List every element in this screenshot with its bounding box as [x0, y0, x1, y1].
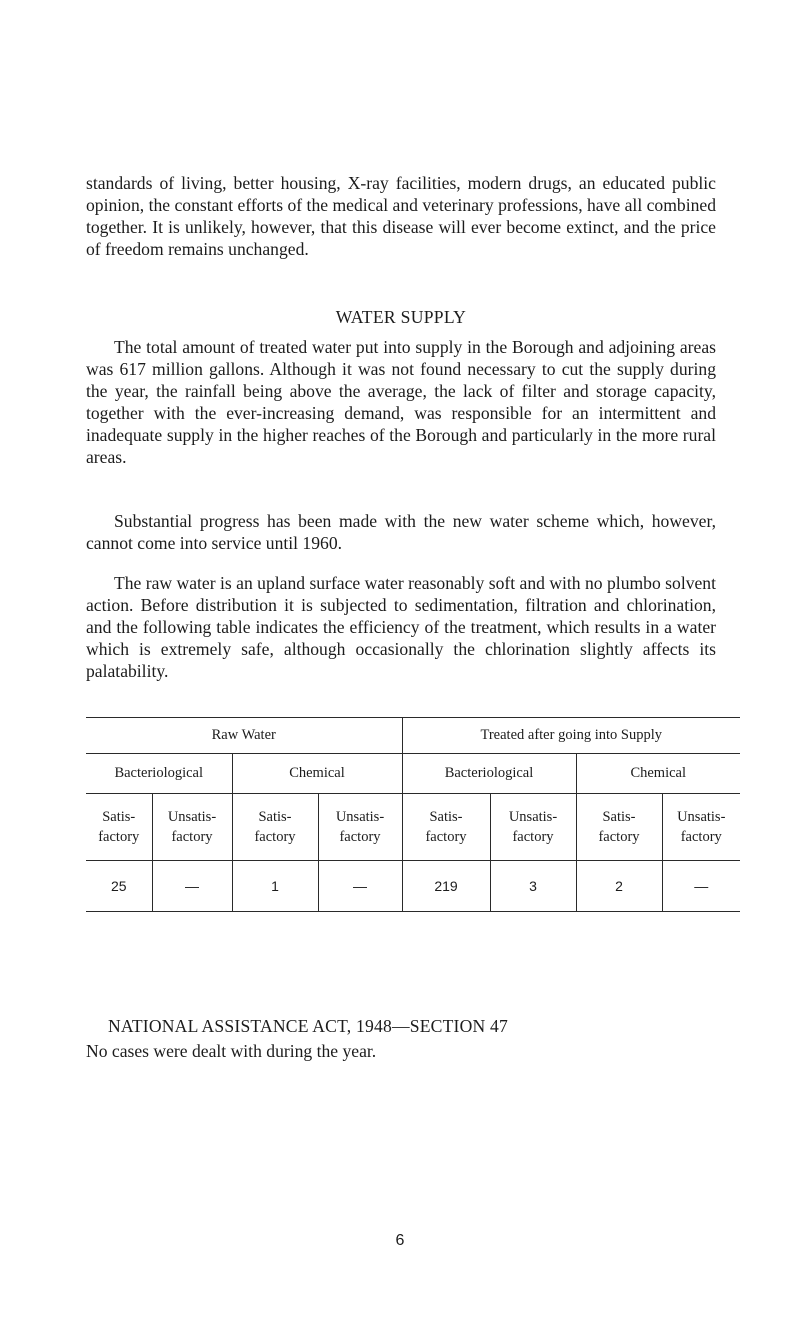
- value-treated-chem-satisfactory: 2: [576, 861, 662, 912]
- water-quality-table: [86, 718, 740, 912]
- header-satisfactory: Satis- factory: [402, 794, 490, 861]
- header-treated-water: Treated after going into Supply: [402, 718, 740, 754]
- header-treated-bacteriological: Bacteriological: [402, 754, 576, 794]
- header-raw-chemical: Chemical: [232, 754, 402, 794]
- header-unsatisfactory: Unsatis- factory: [490, 794, 576, 861]
- header-unsatisfactory: Unsatis- factory: [318, 794, 402, 861]
- header-satisfactory: Satis- factory: [576, 794, 662, 861]
- value-treated-chem-unsatisfactory: —: [662, 861, 740, 912]
- value-raw-bact-unsatisfactory: —: [152, 861, 232, 912]
- header-unsatisfactory: Unsatis- factory: [152, 794, 232, 861]
- paragraph-water-amount: The total amount of treated water put into supply in the Borough and adjoining areas was 617 million gallons. Although it was not found necessary to cut the supply during the year, the rainfall being above the average, the lack of filter and storage capacity, together with the ever-increasing demand, was responsible for an intermittent and inadequate supply in the higher reaches of the Borough and particularly in the more rural areas.: [86, 337, 716, 467]
- header-raw-water: Raw Water: [86, 718, 402, 754]
- paragraph-national-assistance: No cases were dealt with during the year.: [86, 1041, 377, 1061]
- header-unsatisfactory: Unsatis- factory: [662, 794, 740, 861]
- paragraph-new-scheme: Substantial progress has been made with the new water scheme which, however, cannot come into service until 1960.: [86, 511, 716, 553]
- value-raw-bact-satisfactory: 25: [86, 861, 152, 912]
- value-raw-chem-satisfactory: 1: [232, 861, 318, 912]
- header-treated-chemical: Chemical: [576, 754, 740, 794]
- paragraph-disease-intro: standards of living, better housing, X-ray facilities, modern drugs, an educated public opinion, the constant efforts of the medical and veterinary professions, have all combined together. It is unlikely, however, that this disease will ever become extinct, and the price of freedom remains unchanged.: [86, 173, 716, 259]
- header-raw-bacteriological: Bacteriological: [86, 754, 232, 794]
- paragraph-raw-water: The raw water is an upland surface water reasonably soft and with no plumbo solvent action. Before distribution it is subjected to sedimentation, filtration and chlorination, and the following table indicates the efficiency of the treatment, which results in a water which is extremely safe, although occasionally the chlorination slightly affects its palatability.: [86, 573, 716, 681]
- value-treated-bact-satisfactory: 219: [402, 861, 490, 912]
- heading-water-supply: WATER SUPPLY: [335, 307, 467, 327]
- heading-national-assistance: NATIONAL ASSISTANCE ACT, 1948—SECTION 47: [108, 1016, 509, 1036]
- page-number: 6: [395, 1232, 405, 1249]
- header-satisfactory: Satis- factory: [86, 794, 152, 861]
- value-raw-chem-unsatisfactory: —: [318, 861, 402, 912]
- value-treated-bact-unsatisfactory: 3: [490, 861, 576, 912]
- header-satisfactory: Satis- factory: [232, 794, 318, 861]
